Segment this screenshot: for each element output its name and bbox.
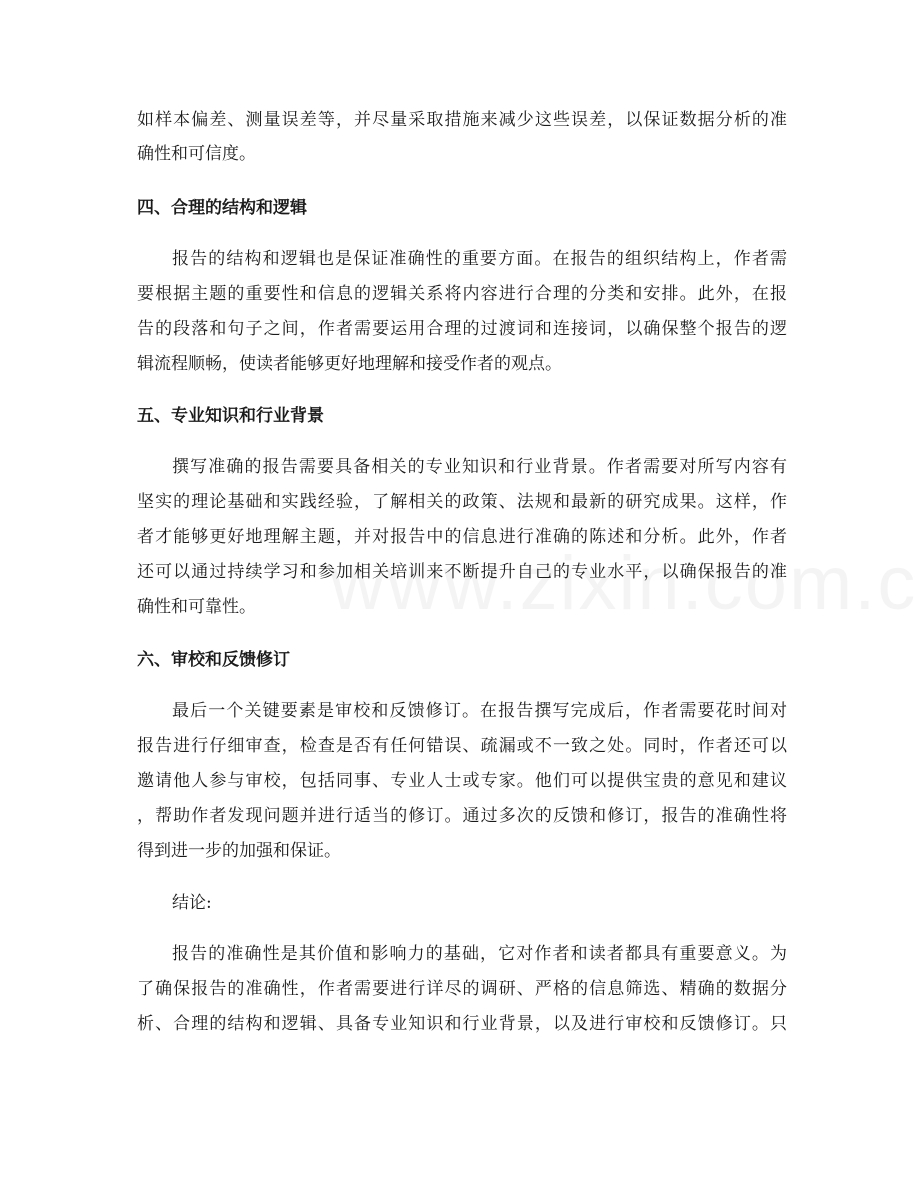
paragraph-line: 最后一个关键要素是审校和反馈修订。在报告撰写完成后，作者需要花时间对: [172, 701, 787, 721]
paragraph-line: 析、合理的结构和逻辑、具备专业知识和行业背景，以及进行审校和反馈修订。只: [137, 1014, 787, 1034]
paragraph-line: 了确保报告的准确性，作者需要进行详尽的调研、严格的信息筛选、精确的数据分: [137, 979, 787, 999]
section-heading: 六、审校和反馈修订: [137, 650, 290, 670]
paragraph-line: 者才能够更好地理解主题，并对报告中的信息进行准确的陈述和分析。此外，作者: [137, 527, 787, 547]
paragraph-line: 确性和可信度。: [137, 144, 256, 164]
paragraph-line: 确性和可靠性。: [137, 597, 256, 617]
paragraph-line: 报告进行仔细审查，检查是否有任何错误、疏漏或不一致之处。同时，作者还可以: [137, 736, 787, 756]
paragraph-line: 辑流程顺畅，使读者能够更好地理解和接受作者的观点。: [137, 354, 562, 374]
conclusion-label: 结论:: [172, 893, 212, 913]
paragraph-line: 报告的准确性是其价值和影响力的基础，它对作者和读者都具有重要意义。为: [172, 944, 787, 964]
paragraph-line: 如样本偏差、测量误差等，并尽量采取措施来减少这些误差，以保证数据分析的准: [137, 110, 787, 130]
paragraph-line: 要根据主题的重要性和信息的逻辑关系将内容进行合理的分类和安排。此外，在报: [137, 284, 787, 304]
paragraph-line: 报告的结构和逻辑也是保证准确性的重要方面。在报告的组织结构上，作者需: [172, 249, 787, 269]
paragraph-line: ，帮助作者发现问题并进行适当的修订。通过多次的反馈和修订，报告的准确性将: [137, 806, 787, 826]
paragraph-line: 还可以通过持续学习和参加相关培训来不断提升自己的专业水平，以确保报告的准: [137, 562, 787, 582]
section-heading: 五、专业知识和行业背景: [137, 406, 324, 426]
paragraph-line: 坚实的理论基础和实践经验，了解相关的政策、法规和最新的研究成果。这样，作: [137, 492, 787, 512]
section-heading: 四、合理的结构和逻辑: [137, 198, 307, 218]
paragraph-line: 撰写准确的报告需要具备相关的专业知识和行业背景。作者需要对所写内容有: [172, 457, 787, 477]
paragraph-line: 邀请他人参与审校，包括同事、专业人士或专家。他们可以提供宝贵的意见和建议: [137, 771, 787, 791]
paragraph-line: 告的段落和句子之间，作者需要运用合理的过渡词和连接词，以确保整个报告的逻: [137, 319, 787, 339]
paragraph-line: 得到进一步的加强和保证。: [137, 841, 341, 861]
